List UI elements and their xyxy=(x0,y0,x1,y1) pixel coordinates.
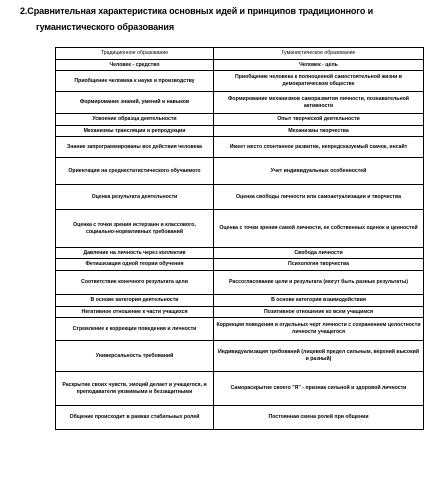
humanistic-cell: Психология творчества xyxy=(214,259,424,271)
table-row xyxy=(56,114,424,126)
humanistic-cell: Постоянная смена ролей при общении xyxy=(214,406,424,430)
traditional-cell: Стремление к коррекции поведения и личности xyxy=(56,318,214,341)
traditional-cell: В основе категория деятельности xyxy=(56,295,214,307)
traditional-cell: Раскрытие своих чувств, эмоций делает и учащегося, и преподавателя уязвимыми и беззащитными xyxy=(56,372,214,406)
traditional-cell: Усвоение образца деятельности xyxy=(56,114,214,126)
humanistic-cell: Свобода личности xyxy=(214,248,424,259)
humanistic-cell: Учет индивидуальных особенностей xyxy=(214,158,424,185)
humanistic-cell: Самораскрытие своего "Я" - признак сильной и здоровой личности xyxy=(214,372,424,406)
table-row xyxy=(56,158,424,185)
traditional-cell: Знание запрограммированы все действия человека xyxy=(56,137,214,158)
traditional-cell: Фетишизация одной теории обучения xyxy=(56,259,214,271)
table-row xyxy=(56,248,424,259)
humanistic-cell: Опыт творческой деятельности xyxy=(214,114,424,126)
table-row xyxy=(56,71,424,92)
humanistic-cell: Формирование механизмов саморазвития личности, познавательной активности xyxy=(214,92,424,114)
title-line-2: гуманистического образования xyxy=(36,22,174,32)
traditional-cell: Механизмы трансляции и репродукции xyxy=(56,126,214,137)
title-line-1: 2.Сравнительная характеристика основных идей и принципов традиционного и xyxy=(20,6,374,16)
humanistic-cell: Оценка свободы личности или самоактуализации и творчества xyxy=(214,185,424,210)
traditional-cell: Ориентация на среднестатистического обучаемого xyxy=(56,158,214,185)
humanistic-cell: Имеет место спонтанное развитие, непредсказуемый скачок, инсайт xyxy=(214,137,424,158)
table-row xyxy=(56,259,424,271)
table-row xyxy=(56,210,424,248)
table-row xyxy=(56,295,424,307)
traditional-cell: Формирование знаний, умений и навыков xyxy=(56,92,214,114)
traditional-cell: Оценка результата деятельности xyxy=(56,185,214,210)
humanistic-cell: Человек - цель xyxy=(214,60,424,71)
traditional-cell: Человек - средство xyxy=(56,60,214,71)
humanistic-cell: Приобщение человека к полноценной самостоятельной жизни в демократическом обществе xyxy=(214,71,424,92)
header-traditional: Традиционное образование xyxy=(56,48,214,60)
traditional-cell: Универсальность требований xyxy=(56,341,214,372)
table-row xyxy=(56,92,424,114)
table-row xyxy=(56,126,424,137)
comparison-table xyxy=(55,47,424,430)
table-row xyxy=(56,60,424,71)
traditional-cell: Общение происходит в рамках стабильных ролей xyxy=(56,406,214,430)
table-row xyxy=(56,137,424,158)
traditional-cell: Приобщение человека к науке и производству xyxy=(56,71,214,92)
table-row xyxy=(56,307,424,318)
traditional-cell: Оценка с точки зрения истерзанн и классового, социально-нормативных требований xyxy=(56,210,214,248)
humanistic-cell: Рассогласование цели и результата (могут быть разные результаты) xyxy=(214,271,424,295)
table-row xyxy=(56,406,424,430)
table-row xyxy=(56,372,424,406)
table-header-row xyxy=(56,48,424,60)
document-title xyxy=(20,3,430,35)
humanistic-cell: Позитивное отношение ко всем учащимся xyxy=(214,307,424,318)
table-row xyxy=(56,185,424,210)
table-row xyxy=(56,271,424,295)
humanistic-cell: Механизмы творчества xyxy=(214,126,424,137)
traditional-cell: Давление на личность через коллектив xyxy=(56,248,214,259)
header-humanistic: Гуманистическое образование xyxy=(214,48,424,60)
humanistic-cell: Индивидуализация требований (лицевой предел сильным, верхний высокий и разный) xyxy=(214,341,424,372)
traditional-cell: Негативное отношение к части учащихся xyxy=(56,307,214,318)
traditional-cell: Соответствие конечного результата цели xyxy=(56,271,214,295)
humanistic-cell: В основе категория взаимодействия xyxy=(214,295,424,307)
table-row xyxy=(56,318,424,341)
table-row xyxy=(56,341,424,372)
humanistic-cell: Оценка с точки зрения самой личности, ее собственных оценок и ценностей xyxy=(214,210,424,248)
humanistic-cell: Коррекция поведения и отдельных черт личности с сохранением целостности личности учащегося xyxy=(214,318,424,341)
